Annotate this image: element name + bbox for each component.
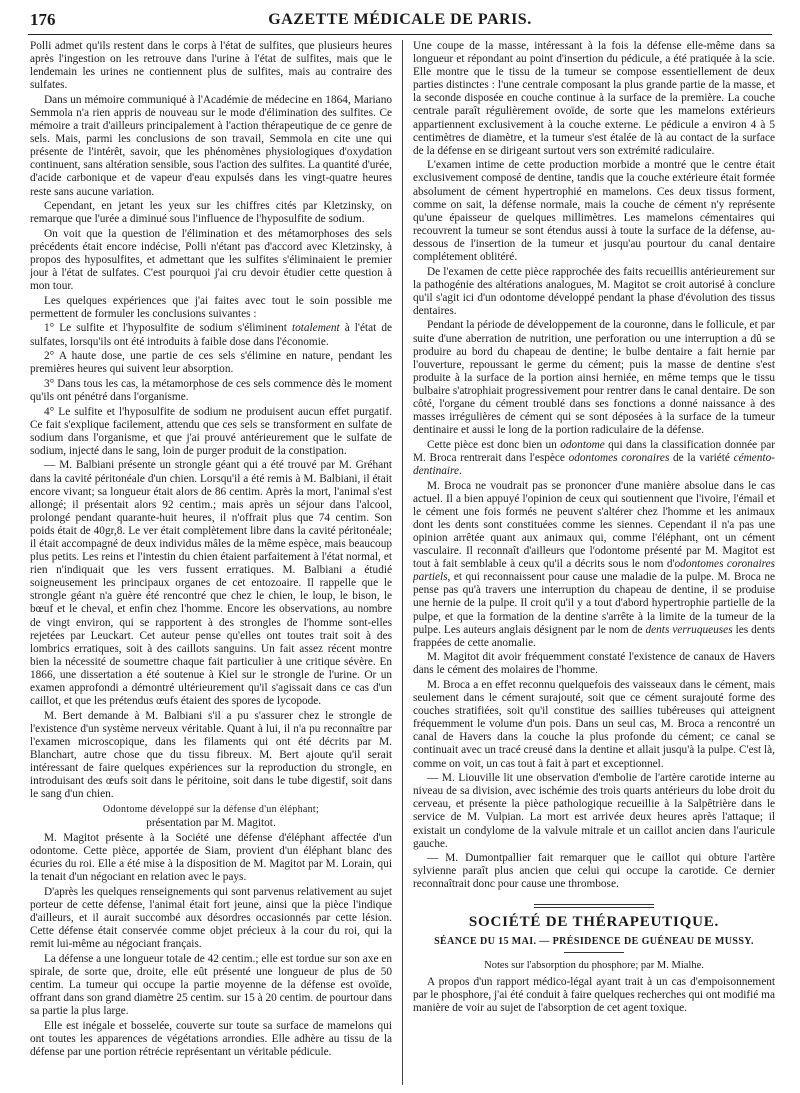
section-rule bbox=[534, 904, 654, 908]
paragraph: M. Broca a en effet reconnu quelquefois des vaisseaux dans le cément, mais seulement dans le cément surajouté, soit que ce cément surajouté forme des couches stratifiées, soit qu'il constitue des saillies tubéreuses qui atteignent fréquemment le volume d'un pois. Dans un seul cas, M. Broca a rencontré un canal de Havers dans la couche la plus profonde du cément; ce canal se continuait avec un tracé creusé dans la dentine et allait jusqu'à la pulpe. C'est là, comme on voit, un cas tout à fait à part et exceptionnel. bbox=[413, 679, 775, 770]
paragraph: M. Magitot dit avoir fréquemment constaté l'existence de canaux de Havers dans le cément des molaires de l'homme. bbox=[413, 651, 775, 677]
paragraph: Elle est inégale et bosselée, couverte sur toute sa surface de mamelons qui ont toutes les apparences de végétations arrondies. Elle adhère au tissu de la défense par une portion rétrécie représentant un véritable pédicule. bbox=[30, 1019, 392, 1059]
session-heading: SÉANCE DU 15 MAI. — PRÉSIDENCE DE GUÉNEAU DE MUSSY. bbox=[434, 935, 754, 947]
paragraph: M. Broca ne voudrait pas se prononcer d'une manière absolue dans le cas actuel. Il a bien appuyé l'opinion de ceux qui soutiennent que l'ivoire, l'émail et le cément une fois formés ne peuvent s'altérer chez l'homme et les animaux dont les dents sont constituées comme les siennes. Cependant il n'a pas une opinion arrêtée quant aux animaux qui, comme l'éléphant, ont un cément vasculaire. Il reconnaît d'ailleurs que l'odontome présenté par M. Magitot est tout à fait semblable à ceux qu'il a décrits sous le nom d'odontomes coronaires partiels, et qui reconnaissent pour cause une maladie de la pulpe. M. Broca ne pense pas qu'à travers une interruption du chapeau de dentine, il se produise une hernie de la pulpe. Il croit qu'il y a tout d'abord hypertrophie partielle de la pulpe, et que la formation de la dentine s'arrête à la limite de la tumeur de la pulpe. Les auteurs anglais désignent par le nom de dents verruqueuses les dents frappées de cette anomalie. bbox=[413, 479, 775, 649]
paragraph: A propos d'un rapport médico-légal ayant trait à un cas d'empoisonnement par le phosphore, j'ai été conduit à faire quelques recherches qui ont modifié ma manière de voir au sujet de l'absorption de cet agent toxique. bbox=[413, 975, 775, 1014]
section-subtitle: présentation par M. Magitot. bbox=[146, 817, 276, 830]
paragraph: M. Bert demande à M. Balbiani s'il a pu s'assurer chez le strongle de l'existence d'un système nerveux véritable. Quant à lui, il n'a pu reconnaître par l'examen microscopique, dans les filaments qui ont été décrits par M. Blanchart, autre chose que du tissu fibreux. M. Bert ajoute qu'il serait intéressant de faire quelques expériences sur la reproduction du strongle, en introduisant des œufs soit dans le péritoine, soit dans le tube digestif, soit dans le sang d'un chien. bbox=[30, 709, 392, 801]
conclusion-4: 4° Le sulfite et l'hyposulfite de sodium ne produisent aucun effet purgatif. Ce fait s'explique facilement, attendu que ces sels se transforment en sulfate de sodium dans l'organisme, et que j'ai prouvé antérieurement que le sulfate de sodium, injecté dans le sang, loin de purger produit de la constipation. bbox=[30, 405, 392, 457]
paragraph: Les quelques expériences que j'ai faites avec tout le soin possible me permettent de formuler les conclusions suivantes : bbox=[30, 294, 392, 320]
paragraph: On voit que la question de l'élimination et des métamorphoses des sels précédents était encore indécise, Polli n'étant pas d'accord avec Kletzinsky, à propos des hyposulfites, et admettant que les sulfites s'éliminaient le premier jour à l'état de sulfates. C'est pourquoi j'ai cru devoir étudier cette question à mon tour. bbox=[30, 227, 392, 293]
notes-title: Notes sur l'absorption du phosphore; par M. Mialhe. bbox=[484, 959, 704, 971]
paragraph: Cette pièce est donc bien un odontome qui dans la classification donnée par M. Broca rentrerait dans l'espèce odontomes coronaires de la variété cémento-dentinaire. bbox=[413, 438, 775, 477]
paragraph: — M. Dumontpallier fait remarquer que le caillot qui obture l'artère sylvienne paraît plus ancien que celui qui occupe la carotide. Ce dernier reconnaîtrait donc pour cause une thrombose. bbox=[413, 852, 775, 891]
paragraph: Polli admet qu'ils restent dans le corps à l'état de sulfites, que plusieurs heures après l'ingestion on les retrouve dans l'urine à l'état de sulfites, mais que le lendemain les urines ne contiennent plus de sulfites, mais au contraire des sulfates. bbox=[30, 40, 392, 92]
page-header bbox=[30, 10, 770, 32]
header-rule bbox=[28, 34, 772, 35]
paragraph: Une coupe de la masse, intéressant à la fois la défense elle-même dans sa longueur et répondant au point d'insertion du pédicule, a été pratiquée à la scie. Elle montre que le tissu de la tumeur se compose essentiellement de deux parties distinctes : l'une centrale composant la plus grande partie de la masse, et la seconde disposée en couche continue à la surface de la première. La couche centrale paraît régulièrement ovoïde, de sorte que les mamelons extérieurs appartiennent exclusivement à la couche externe. Le pédicule a environ 4 à 5 centimètres de diamètre, et la tumeur s'est étalée de là au contact de la surface de la défense en se dirigeant surtout vers son extrémité radiculaire. bbox=[413, 40, 775, 157]
paragraph: Cependant, en jetant les yeux sur les chiffres cités par Kletzinsky, on remarque que l'urée a diminué sous l'influence de l'hyposulfite de sodium. bbox=[30, 200, 392, 226]
paragraph: D'après les quelques renseignements qui sont parvenus relativement au sujet porteur de cette défense, l'animal était fort jeune, ainsi que la pièce l'indique d'ailleurs, et il aurait succombé aux désordres occasionnés par cette lésion. Cette défense était conservée comme objet précieux à la cour du roi, qui la remit lui-même au négociant français. bbox=[30, 885, 392, 951]
paragraph: La défense a une longueur totale de 42 centim.; elle est tordue sur son axe en spirale, de sorte que, droite, elle eût présenté une longueur de plus de 50 centim. La tumeur qui occupe la partie moyenne de la défense est ovoïde, offrant dans son grand diamètre 25 centim. sur 15 à 20 centim. de pourtour dans sa partie la plus large. bbox=[30, 952, 392, 1018]
conclusion-1: 1° Le sulfite et l'hyposulfite de sodium s'éliminent totalement à l'état de sulfates, lorsqu'ils ont été introduits à faible dose dans l'économie. bbox=[30, 322, 392, 348]
running-title: GAZETTE MÉDICALE DE PARIS. bbox=[268, 11, 532, 28]
paragraph: Pendant la période de développement de la couronne, dans le follicule, et par suite d'une aberration de nutrition, une perforation ou une interruption a dû se produire au bord du chapeau de dentine; le bulbe dentaire a fait hernie par l'ouverture, repoussant le germe du cément; puis la masse de dentine s'est produite à la surface de la portion ainsi herniée, en même temps que le tissu bulbaire s'atrophiait progressivement pour rentrer dans le canal dentaire. De son côté, l'organe du cément troublé dans ses fonctions a donné naissance à des masses irrégulières de cément qui se sont déposées à la surface de la tumeur dentinaire et aussi le long de la portion radiculaire de la défense. bbox=[413, 319, 775, 437]
paragraph: De l'examen de cette pièce rapprochée des faits recueillis antérieurement sur la pathogénie des altérations analogues, M. Magitot se croit autorisé à conclure qu'il s'agit ici d'un odontome développé pendant la phase d'évolution des tissus dentaires. bbox=[413, 265, 775, 317]
paragraph: Dans un mémoire communiqué à l'Académie de médecine en 1864, Mariano Semmola n'a rien appris de nouveau sur le mode d'élimination des sulfites. Ce mémoire a trait d'ailleurs principalement à l'action thérapeutique de ce genre de sels. Mais, parmi les conclusions de son travail, Semmola en cite une qui présente de l'intérêt, savoir, que les phénomènes physiologiques d'oxydation continuent, sans altération sensible, sous l'action des sulfites. La quantité d'urée, d'acide carbonique et de vapeur d'eau expulsés dans les vingt-quatre heures reste sans aucune variation. bbox=[30, 93, 392, 198]
page-number: 176 bbox=[30, 10, 56, 29]
conclusion-3: 3° Dans tous les cas, la métamorphose de ces sels commence dès le moment qu'ils ont pénétré dans l'organisme. bbox=[30, 377, 392, 403]
session-rule bbox=[564, 952, 624, 953]
column-divider bbox=[402, 40, 403, 1085]
left-column bbox=[30, 40, 392, 1085]
society-title: SOCIÉTÉ DE THÉRAPEUTIQUE. bbox=[468, 913, 720, 930]
paragraph: — M. Liouville lit une observation d'embolie de l'artère carotide interne au niveau de sa division, avec ischémie des trois quarts antérieurs du lobe droit du cerveau, et présente la pièce pathologique recueillie à la Salpêtrière dans le service de M. Vulpian. La mort est arrivée deux heures après l'attaque; il existait un condylome de la valvule mitrale et un caillot ancien dans l'auricule gauche. bbox=[413, 772, 775, 850]
paragraph: L'examen intime de cette production morbide a montré que le centre était exclusivement composé de dentine, tandis que la couche extérieure était formée absolument de cément hypertrophié en mamelons. Ces deux tissus forment, comme on sait, la défense normale, mais la couche de cément n'y représente qu'une épaisseur de quelques millimètres. Les mamelons cémentaires qui recouvrent la tumeur se sont étendus aussi à toute la surface de la défense, au-dessous de l'insertion de la tumeur et jusqu'au pourtour du canal dentaire complétement oblitéré. bbox=[413, 159, 775, 263]
conclusion-2: 2° A haute dose, une partie de ces sels s'élimine en nature, pendant les premières heures qui suivent leur absorption. bbox=[30, 350, 392, 376]
section-title: Odontome développé sur la défense d'un éléphant; bbox=[102, 803, 320, 815]
right-column bbox=[413, 40, 775, 1085]
paragraph: M. Magitot présente à la Société une défense d'éléphant affectée d'un odontome. Cette pièce, apportée de Siam, provient d'un éléphant blanc des écuries du roi. Elle a été mise à la disposition de M. Magitot par M. Lorain, qui la tenait d'un négociant en relation avec le pays. bbox=[30, 832, 392, 884]
paragraph: — M. Balbiani présente un strongle géant qui a été trouvé par M. Gréhant dans la cavité péritonéale d'un chien. Lorsqu'il a été remis à M. Balbiani, il était encore vivant; sa longueur était alors de 86 centim. Après la mort, l'animal s'est allongé; il présentait alors 92 centim.; mais après un séjour dans l'alcool, prolongé pendant quarante-huit heures, il n'offrait plus que 74 centim. Son poids était de 40gr,8. Le ver était complètement libre dans la cavité péritonéale; il était accompagné de deux individus mâles de la même espèce, mais beaucoup plus petits. Les reins et l'intestin du chien étaient parfaitement à l'état normal, et rien n'indiquait que les vers fussent erratiques. M. Balbiani a étudié soigneusement les principaux organes de cet entozoaire. Il rappelle que le strongle géant n'a guère été rencontré que chez le chien, le loup, le bison, le bœuf et le cheval, et enfin chez l'homme. Encore les observations, au nombre de vingt environ, qui se rapportent à des strongles de l'homme sont-elles rejetées par Leuckart. Cet auteur pense qu'elles ont toutes trait soit à des lombrics erratiques, soit à des caillots sanguins. Un fait assez récent montre bien la nécessité de soumettre chaque fait particulier à une critique sévère. En 1866, une dissertation a été soutenue à Kiel sur le strongle de l'urine. Or un examen approfondi a démontré ultérieurement qu'il s'agissait dans ce cas d'un caillot, et que les prétendus œufs étaient des spores de lycopode. bbox=[30, 459, 392, 708]
